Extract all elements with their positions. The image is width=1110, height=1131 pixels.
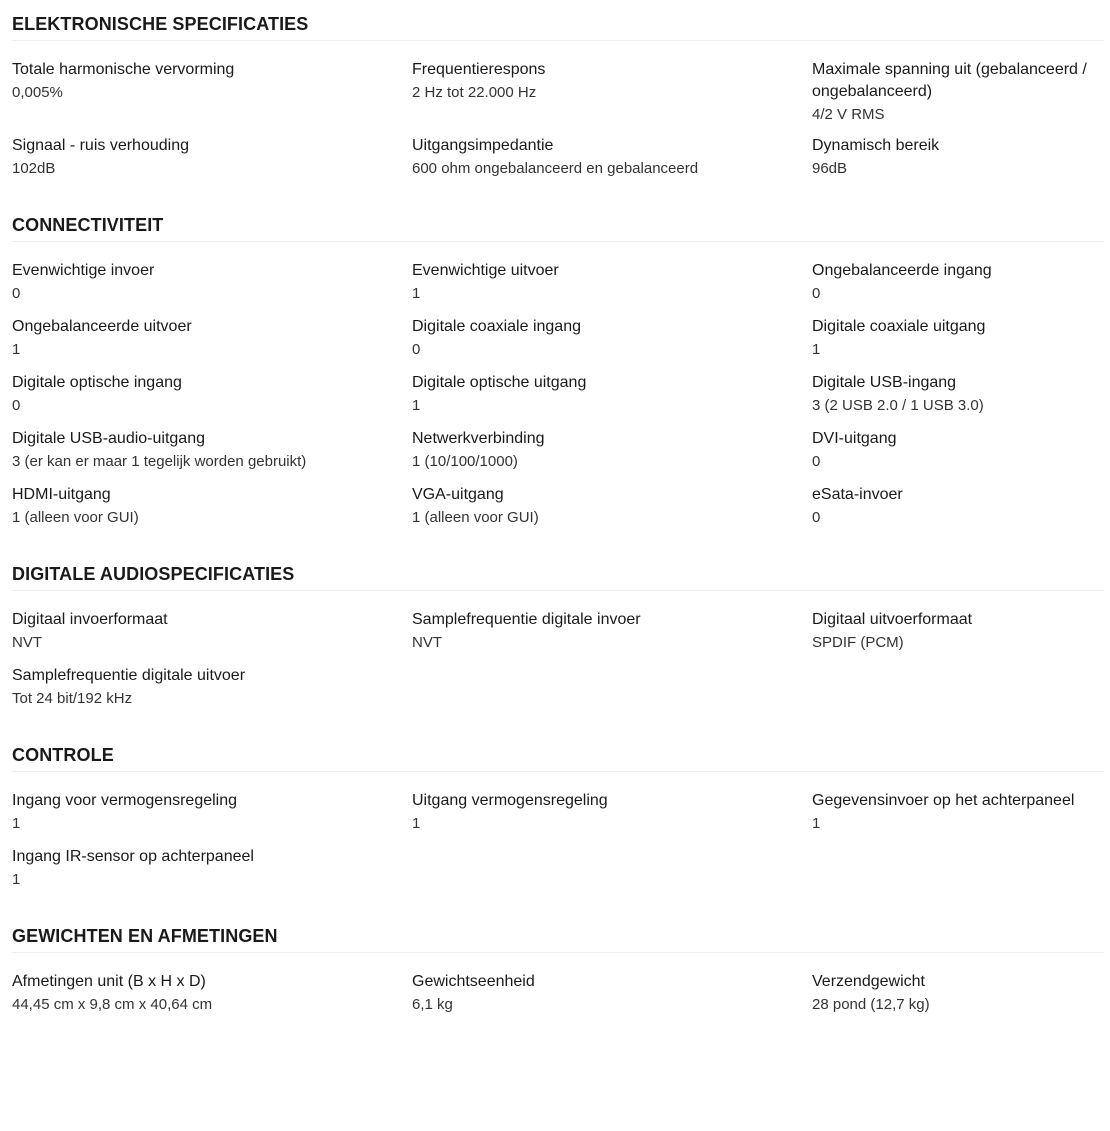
spec-value: 1: [12, 341, 21, 358]
spec-value: 600 ohm ongebalanceerd en gebalanceerd: [412, 160, 699, 177]
spec-value: SPDIF (PCM): [812, 634, 904, 651]
spec-label: Netwerkverbinding: [412, 430, 545, 447]
spec-item: [12, 484, 412, 532]
spec-label: VGA-uitgang: [412, 486, 504, 503]
spec-label: Digitale USB-audio-uitgang: [12, 430, 205, 447]
spec-label: Digitaal invoerformaat: [12, 611, 168, 628]
spec-value: 0: [412, 341, 421, 358]
spec-value: NVT: [412, 634, 442, 651]
spec-item: [812, 971, 1104, 1019]
spec-value: 96dB: [812, 160, 848, 177]
spec-label: Samplefrequentie digitale invoer: [412, 611, 641, 628]
spec-section: [12, 201, 1104, 550]
spec-label: Maximale spanning uit (gebalanceerd / ongebalanceerd): [812, 61, 1087, 100]
spec-value: 1: [12, 815, 21, 832]
spec-grid: [12, 591, 1104, 731]
spec-item: [12, 790, 412, 838]
spec-item: [412, 484, 812, 532]
spec-item: [812, 260, 1104, 308]
spec-label: Ongebalanceerde ingang: [812, 262, 992, 279]
spec-label: Digitale coaxiale ingang: [412, 318, 581, 335]
spec-value: 1: [812, 341, 821, 358]
spec-value: 1: [412, 285, 421, 302]
spec-item: [12, 428, 412, 476]
spec-label: Digitale optische ingang: [12, 374, 182, 391]
spec-value: Tot 24 bit/192 kHz: [12, 690, 133, 707]
spec-label: Totale harmonische vervorming: [12, 61, 235, 78]
spec-label: eSata-invoer: [812, 486, 903, 503]
spec-item: [12, 609, 412, 657]
spec-grid: [12, 953, 1104, 1037]
spec-label: HDMI-uitgang: [12, 486, 111, 503]
spec-value: 1 (alleen voor GUI): [12, 509, 139, 526]
spec-label: Digitale coaxiale uitgang: [812, 318, 986, 335]
spec-item: [12, 372, 412, 420]
spec-grid: [12, 772, 1104, 912]
spec-label: DVI-uitgang: [812, 430, 897, 447]
spec-label: Dynamisch bereik: [812, 137, 940, 154]
spec-item: [12, 971, 412, 1019]
spec-label: Ongebalanceerde uitvoer: [12, 318, 192, 335]
spec-item: [412, 372, 812, 420]
spec-item: [12, 59, 412, 127]
spec-value: 0: [812, 509, 821, 526]
section-title: ELEKTRONISCHE SPECIFICATIES: [12, 0, 1104, 41]
spec-section: [12, 0, 1104, 201]
spec-value: 0: [12, 285, 21, 302]
spec-item: [412, 316, 812, 364]
spec-item: [12, 665, 412, 713]
spec-label: Ingang voor vermogensregeling: [12, 792, 238, 809]
spec-item: [812, 790, 1104, 838]
spec-item: [12, 316, 412, 364]
spec-item: [812, 372, 1104, 420]
spec-item: [412, 135, 812, 183]
spec-label: Verzendgewicht: [812, 973, 925, 990]
spec-label: Afmetingen unit (B x H x D): [12, 973, 206, 990]
spec-value: 0,005%: [12, 84, 63, 101]
spec-label: Ingang IR-sensor op achterpaneel: [12, 848, 254, 865]
section-title: DIGITALE AUDIOSPECIFICATIES: [12, 550, 1104, 591]
spec-label: Uitgang vermogensregeling: [412, 792, 608, 809]
spec-grid: [12, 242, 1104, 550]
spec-value: 28 pond (12,7 kg): [812, 996, 930, 1013]
spec-value: 0: [12, 397, 21, 414]
spec-label: Uitgangsimpedantie: [412, 137, 554, 154]
spec-section: [12, 912, 1104, 1037]
spec-value: 102dB: [12, 160, 56, 177]
spec-label: Frequentierespons: [412, 61, 546, 78]
spec-label: Gegevensinvoer op het achterpaneel: [812, 792, 1075, 809]
spec-value: 4/2 V RMS: [812, 106, 885, 123]
spec-item: [412, 260, 812, 308]
spec-item: [812, 135, 1104, 183]
spec-item: [412, 971, 812, 1019]
spec-value: 1 (10/100/1000): [412, 453, 518, 470]
spec-value: 1: [412, 815, 421, 832]
spec-value: 2 Hz tot 22.000 Hz: [412, 84, 537, 101]
spec-value: NVT: [12, 634, 42, 651]
section-title: CONNECTIVITEIT: [12, 201, 1104, 242]
spec-value: 0: [812, 285, 821, 302]
spec-label: Evenwichtige uitvoer: [412, 262, 559, 279]
spec-label: Gewichtseenheid: [412, 973, 535, 990]
spec-label: Evenwichtige invoer: [12, 262, 155, 279]
spec-value: 1: [812, 815, 821, 832]
spec-label: Digitaal uitvoerformaat: [812, 611, 973, 628]
spec-value: 1: [12, 871, 21, 888]
spec-label: Digitale USB-ingang: [812, 374, 957, 391]
spec-value: 3 (er kan er maar 1 tegelijk worden gebruikt): [12, 453, 307, 470]
spec-item: [812, 428, 1104, 476]
section-title: GEWICHTEN EN AFMETINGEN: [12, 912, 1104, 953]
spec-value: 1: [412, 397, 421, 414]
spec-item: [12, 260, 412, 308]
spec-label: Samplefrequentie digitale uitvoer: [12, 667, 246, 684]
spec-item: [812, 484, 1104, 532]
spec-item: [812, 316, 1104, 364]
spec-grid: [12, 41, 1104, 201]
spec-label: Digitale optische uitgang: [412, 374, 587, 391]
spec-item: [412, 59, 812, 127]
spec-value: 3 (2 USB 2.0 / 1 USB 3.0): [812, 397, 984, 414]
section-title: CONTROLE: [12, 731, 1104, 772]
spec-value: 0: [812, 453, 821, 470]
spec-value: 6,1 kg: [412, 996, 453, 1013]
spec-value: 44,45 cm x 9,8 cm x 40,64 cm: [12, 996, 213, 1013]
spec-item: [812, 59, 1104, 127]
spec-item: [412, 428, 812, 476]
spec-item: [412, 609, 812, 657]
spec-value: 1 (alleen voor GUI): [412, 509, 539, 526]
spec-item: [12, 846, 412, 894]
spec-section: [12, 550, 1104, 731]
spec-item: [12, 135, 412, 183]
spec-section: [12, 731, 1104, 912]
spec-label: Signaal - ruis verhouding: [12, 137, 189, 154]
spec-item: [412, 790, 812, 838]
spec-item: [812, 609, 1104, 657]
